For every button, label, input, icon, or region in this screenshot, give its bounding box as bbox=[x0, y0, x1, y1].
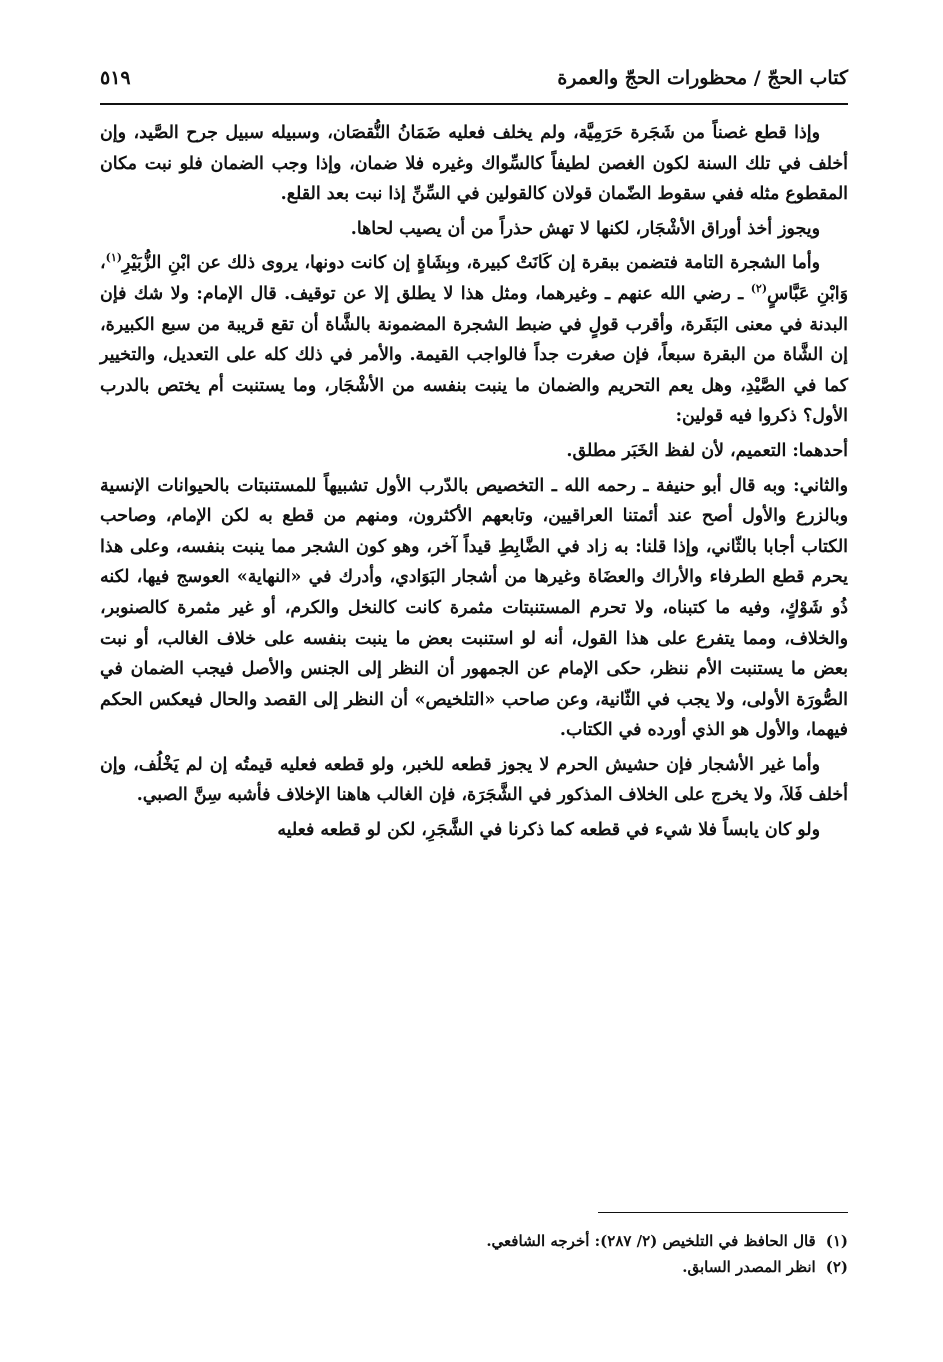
paragraph-whole-tree bbox=[100, 248, 848, 432]
paragraph-leaves: ويجوز أخذ أوراق الأشْجَار، لكنها لا تهش حذراً من أن يصيب لحاها. bbox=[350, 218, 820, 239]
second-opinion-label: والثاني: bbox=[793, 475, 848, 496]
header-rule bbox=[100, 103, 848, 105]
footnote-1-text: قال الحافظ في التلخيص (٢/ ٢٨٧): أخرجه الشافعي. bbox=[486, 1232, 816, 1250]
first-opinion-label: أحدهما: bbox=[792, 440, 848, 461]
footnote-2-text: انظر المصدر السابق. bbox=[682, 1258, 816, 1276]
paragraph-second-opinion bbox=[100, 471, 848, 746]
footnote-1 bbox=[100, 1228, 848, 1254]
second-opinion-text: وبه قال أبو حنيفة ـ رحمه الله ـ التخصيص بالدّرب الأول تشبيهاً للمستنبتات بالحيوانات الإنسية وبالزرع والأول أصح عند أئمتنا العراقيين، وتابعهم الأكثرون، ومنهم من قطع به لكن الإمام، وصاحب الكتاب أجابا بالثّاني، وإذا قلنا: به زاد في الضَّابِطِ قيداً آخر، وهو كون الشجر مما ينبت بنفسه، وعلى هذا يحرم قطع الطرفاء والأراك والعضَاة وغيرها من أشجار البَوَادي، وأدرك في «النهاية» العوسج فيها، لكنه ذُو شَوْكٍ، وفيه ما كتبناه، ولا تحرم المستنبتات مثمرة كانت كالنخل والكرم، أو غير مثمرة كالصنوبر، والخلاف، ومما يتفرع على هذا القول، أنه لو استنبت بعض ما ينبت بنفسه على خلاف الغالب، أو نبت بعض ما يستنبت الأم ننظر، حكى الإمام عن الجمهور أن النظر إلى الجنس والأصل فيجب الضمان في الصُّورَة الأولى، ولا يجب في الثّانية، وعن صاحب «التلخيص» أن النظر إلى القصد والحال فيعكس الحكم فيهما، والأول هو الذي أورده في الكتاب. bbox=[100, 475, 848, 741]
footnote-ref-1[interactable]: (١) bbox=[105, 251, 122, 265]
footnote-1-number: (١) bbox=[825, 1232, 848, 1250]
footnote-ref-2[interactable]: (٢) bbox=[750, 282, 768, 296]
paragraph-dry: ولو كان يابساً فلا شيء في قطعه كما ذكرنا في الشَّجَرِ، لكن لو قطعه فعليه bbox=[277, 820, 820, 841]
whole-tree-text-2: ، وَابْنِ عَبَّاسٍ bbox=[100, 253, 848, 304]
paragraph-branch-cutting: وإذا قطع غصناً من شَجَرة حَرَمِيَّة، ولم يخلف فعليه ضَمَانُ النُّقصَان، وسبيله سبيل جرح الصَّيد، وإن أخلف في تلك السنة لكون الغصن لطيفاً كالسِّواك وغيره فلا ضمان، وإذا وجب الضمان فلو نبت مكان المقطوع مثله ففي سقوط الضّمان قولان كالقولين في السِّنِّ إذا نبت بعد القلع. bbox=[100, 123, 848, 205]
whole-tree-text-3: ـ رضي الله عنهم ـ وغيرهما، ومثل هذا لا يطلق إلا عن توقيف. قال الإمام: ولا شك فإن البدنة في معنى البَقَرة، وأقرب قولٍ في ضبط الشجرة المضمونة بالشَّاة أن تقع قريبة من سبع الكبيرة، إن الشَّاة من البقرة سبعاً، فإن صغرت جداً فالواجب القيمة. والأمر في ذلك كله على التعديل، والتخيير كما في الصَّيْدِ، وهل يعم التحريم والضمان ما ينبت بنفسه من الأشْجَار، وما يستنبت أم يختص بالدرب الأول؟ ذكروا فيه قولين: bbox=[100, 283, 848, 427]
main-text bbox=[100, 118, 848, 850]
running-title: كتاب الحجّ / محظورات الحجّ والعمرة bbox=[557, 67, 848, 89]
footnotes bbox=[100, 1228, 848, 1280]
footnote-2-number: (٢) bbox=[825, 1258, 848, 1276]
paragraph-first-opinion bbox=[100, 436, 848, 467]
page-header bbox=[100, 56, 848, 100]
paragraph-grass: وأما غير الأشجار فإن حشيش الحرم لا يجوز قطعه للخبر، ولو قطعه فعليه قيمتُه إن لم يَخْلُف، وإن أخلف فَلاَ، ولا يخرج على الخلاف المذكور في الشَّجَرَة، فإن الغالب هاهنا الإخلاف فأشبه سِنَّ الصبي. bbox=[100, 754, 848, 806]
page-number: ٥١٩ bbox=[100, 67, 131, 89]
first-opinion-text: التعميم، لأن لفظ الخَبَر مطلق. bbox=[566, 440, 793, 461]
whole-tree-text-1: وأما الشجرة التامة فتضمن ببقرة إن كَانَتْ كبيرة، وبِشَاةٍ إن كانت دونها، يروى ذلك عن ابْنِ الزُّبَيْرِ bbox=[121, 253, 820, 274]
footnote-separator bbox=[598, 1212, 848, 1213]
footnote-2 bbox=[100, 1254, 848, 1280]
